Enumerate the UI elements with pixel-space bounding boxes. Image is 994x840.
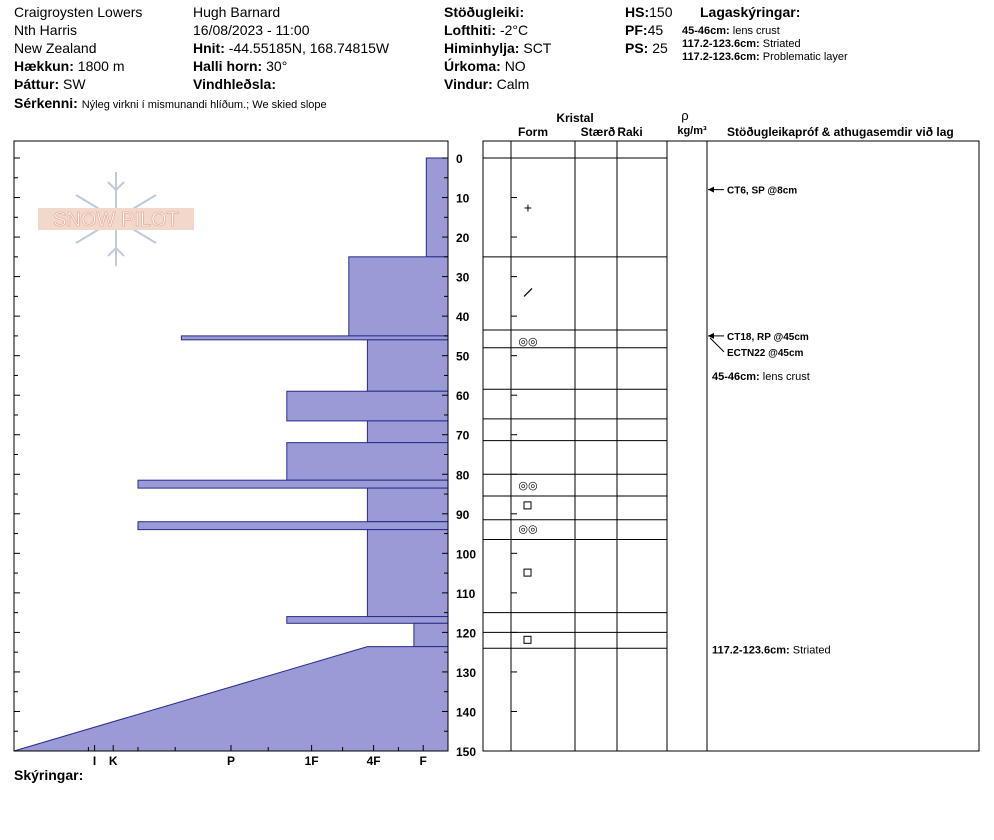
hardness-tick-label: 1F [304, 754, 319, 768]
hardness-layer [414, 623, 448, 646]
density-symbol: ρ [681, 108, 689, 123]
aspect-label: Þáttur: [14, 76, 60, 92]
depth-tick-label: 40 [456, 310, 470, 325]
grain-symbol [524, 288, 532, 296]
location: Craigroysten Lowers [14, 4, 143, 20]
wind-loading-label: Vindhleðsla: [193, 76, 276, 92]
grain-symbol [524, 569, 531, 576]
wind-label: Vindur: [444, 76, 493, 92]
country: New Zealand [14, 40, 97, 56]
depth-tick-label: 90 [456, 507, 470, 522]
features-value: Nýleg virkni í mismunandi hlíðum.; We skied slope [81, 99, 327, 111]
wind-value: Calm [496, 76, 530, 92]
hardness-tick-label: K [108, 754, 118, 768]
depth-tick-label: 110 [456, 586, 476, 601]
hardness-tick-label: P [226, 754, 236, 768]
test-result: ECTN22 @45cm [727, 347, 804, 359]
grain-symbol: ◎◎ [518, 335, 538, 348]
pf-value: 45 [647, 22, 664, 38]
legend-item: 117.2-123.6cm: Problematic layer [682, 51, 848, 63]
legend-item: 117.2-123.6cm: Striated [682, 38, 801, 50]
snowpilot-logo [38, 172, 194, 266]
elevation-label: Hækkun: [14, 58, 74, 74]
layer-comment: 117.2-123.6cm: Striated [712, 644, 831, 657]
hardness-layer [287, 391, 448, 421]
test-result: CT18, RP @45cm [727, 331, 809, 343]
depth-tick-label: 130 [456, 665, 477, 680]
hardness-profile [14, 158, 448, 751]
ps-value: 25 [652, 40, 668, 56]
hardness-tick-label: F [419, 754, 427, 768]
hs-label: HS: [625, 4, 650, 20]
range-name: Nth Harris [14, 22, 78, 38]
slope-value: 30° [266, 58, 288, 74]
sky-value: SCT [523, 40, 552, 56]
grain-symbol: ◎◎ [518, 523, 538, 536]
hardness-layer [367, 421, 448, 443]
depth-tick-label: 80 [456, 468, 470, 483]
hardness-layer [138, 480, 448, 488]
tests-header: Stöðugleikapróf & athugasemdir við lag [727, 125, 954, 139]
pf-label: PF: [625, 22, 648, 38]
air-temp-value: -2°C [499, 22, 529, 38]
ps-label: PS: [625, 40, 649, 56]
precip-value: NO [504, 58, 526, 74]
grain-symbol [524, 636, 531, 643]
grain-symbol: + [523, 199, 533, 216]
size-header: Stærð [580, 125, 616, 139]
hardness-tick-label: I [92, 754, 97, 768]
form-header: Form [518, 125, 548, 139]
depth-tick-label: 10 [456, 191, 470, 206]
precip-label: Úrkoma: [444, 58, 501, 74]
legend-title: Lagaskýringar: [700, 4, 801, 20]
test-pointer-arrow [708, 187, 714, 193]
air-temp-label: Lofthiti: [444, 22, 497, 38]
grain-forms [518, 199, 537, 643]
hardness-layer [138, 522, 448, 530]
grain-symbol [524, 502, 531, 509]
elevation-value: 1800 m [77, 58, 125, 74]
hardness-layer [367, 488, 448, 522]
features-label: Sérkenni: [14, 95, 78, 111]
depth-tick-label: 140 [456, 705, 477, 720]
hardness-layer [14, 647, 448, 751]
hs-value: 150 [649, 4, 673, 20]
tests-and-comments [708, 186, 831, 657]
coords-value: -44.55185N, 168.74815W [228, 40, 390, 56]
layer-table [483, 141, 979, 751]
test-pointer-arrow [708, 333, 714, 339]
hardness-layer [426, 158, 448, 257]
legend-item: 45-46cm: lens crust [682, 25, 780, 37]
depth-tick-label: 100 [456, 547, 477, 562]
depth-tick-label: 70 [456, 428, 470, 443]
test-pointer [710, 338, 724, 352]
density-unit: kg/m³ [677, 125, 707, 137]
grain-symbol: ◎◎ [518, 480, 538, 493]
hardness-tick-label: 4F [366, 754, 381, 768]
depth-tick-label: 120 [456, 626, 477, 641]
hardness-layer [349, 257, 448, 336]
hardness-layer [367, 340, 448, 391]
kristal-header: Kristal [556, 111, 594, 125]
depth-tick-label: 20 [456, 231, 470, 246]
layer-comment: 45-46cm: lens crust [712, 370, 810, 383]
sky-label: Himinhylja: [444, 40, 520, 56]
moisture-header: Raki [617, 125, 643, 139]
aspect-value: SW [63, 76, 86, 92]
depth-tick-label: 150 [456, 745, 477, 759]
depth-tick-label: 30 [456, 270, 470, 285]
hardness-layer [367, 530, 448, 617]
observer: Hugh Barnard [193, 4, 281, 20]
depth-tick-label: 0 [456, 152, 463, 166]
coords-label: Hnit: [193, 40, 225, 56]
notes-label: Skýringar: [14, 767, 84, 783]
hardness-layer [287, 443, 448, 481]
datetime: 16/08/2023 - 11:00 [193, 22, 310, 38]
depth-tick-label: 60 [456, 389, 470, 404]
slope-label: Halli horn: [193, 58, 263, 74]
test-result: CT6, SP @8cm [727, 185, 798, 197]
logo-text: SNOW PILOT [53, 209, 179, 231]
hardness-layer [181, 336, 448, 340]
stability-label: Stöðugleiki: [444, 4, 525, 20]
depth-tick-label: 50 [456, 349, 470, 364]
hardness-layer [287, 617, 448, 624]
